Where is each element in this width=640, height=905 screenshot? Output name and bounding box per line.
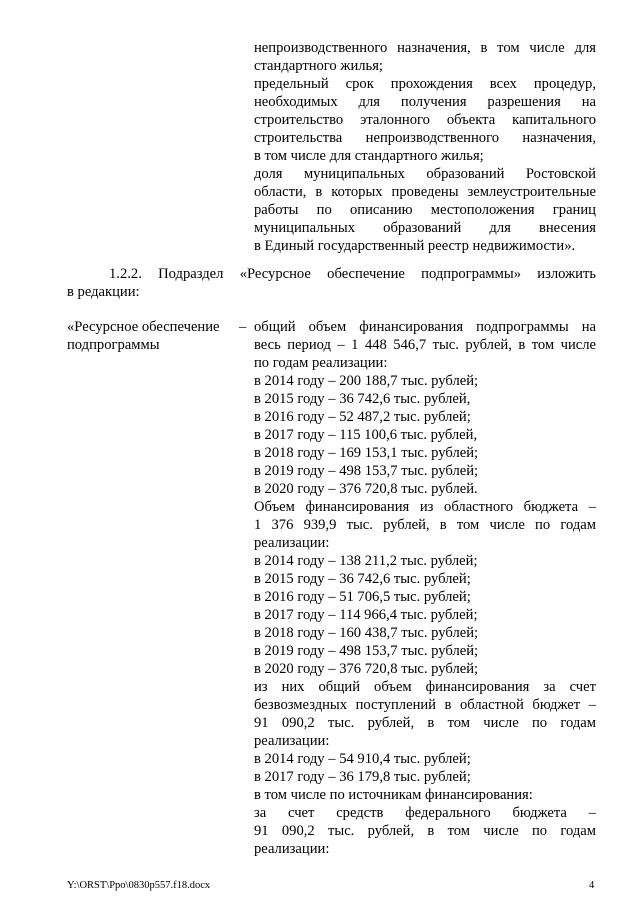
- funding-line: реализации:: [254, 733, 330, 749]
- resource-label: «Ресурсное обеспечение: [67, 319, 220, 335]
- top-line: в Единый государственный реестр недвижимости».: [254, 238, 576, 254]
- funding-line: в 2018 году – 169 153,1 тыс. рублей;: [254, 445, 479, 461]
- top-line: предельный срок прохождения всех процедур,: [254, 76, 596, 92]
- funding-line: в 2017 году – 114 966,4 тыс. рублей;: [254, 607, 478, 623]
- funding-line: в 2014 году – 200 188,7 тыс. рублей;: [254, 373, 479, 389]
- funding-line: в 2018 году – 160 438,7 тыс. рублей;: [254, 625, 479, 641]
- funding-line: в 2016 году – 51 706,5 тыс. рублей;: [254, 589, 471, 605]
- funding-line: безвозмездных поступлений в областной бюджет –: [254, 697, 596, 713]
- funding-line: в том числе по источникам финансирования:: [254, 787, 533, 803]
- funding-line: реализации:: [254, 841, 330, 857]
- top-line: строительство эталонного объекта капитального: [254, 112, 596, 128]
- funding-line: реализации:: [254, 535, 330, 551]
- top-line: муниципальных образований для внесения: [254, 220, 596, 236]
- funding-line: в 2017 году – 115 100,6 тыс. рублей,: [254, 427, 478, 443]
- funding-line: в 2015 году – 36 742,6 тыс. рублей,: [254, 391, 471, 407]
- label-dash: –: [239, 319, 247, 335]
- funding-line: из них общий объем финансирования за счет: [254, 679, 596, 695]
- funding-line: в 2019 году – 498 153,7 тыс. рублей;: [254, 643, 479, 659]
- funding-line: в 2014 году – 138 211,2 тыс. рублей;: [254, 553, 478, 569]
- funding-line: весь период – 1 448 546,7 тыс. рублей, в том числе: [254, 337, 596, 353]
- funding-line: в 2019 году – 498 153,7 тыс. рублей;: [254, 463, 479, 479]
- funding-line: за счет средств федерального бюджета –: [254, 805, 596, 821]
- top-line: непроизводственного назначения, в том числе для: [254, 40, 596, 56]
- funding-line: в 2015 году – 36 742,6 тыс. рублей;: [254, 571, 471, 587]
- funding-line: Объем финансирования из областного бюджета –: [254, 499, 596, 515]
- funding-line: в 2020 году – 376 720,8 тыс. рублей.: [254, 481, 478, 497]
- footer-file-path: Y:\ORST\Ppo\0830p557.f18.docx: [67, 880, 211, 891]
- paragraph-line: в редакции:: [67, 284, 140, 300]
- funding-line: в 2020 году – 376 720,8 тыс. рублей;: [254, 661, 479, 677]
- funding-line: в 2017 году – 36 179,8 тыс. рублей;: [254, 769, 471, 785]
- funding-line: 1 376 939,9 тыс. рублей, в том числе по годам: [254, 517, 596, 533]
- funding-line: общий объем финансирования подпрограммы на: [254, 319, 596, 335]
- page-number: 4: [589, 880, 595, 891]
- funding-line: по годам реализации:: [254, 355, 388, 371]
- funding-line: в 2016 году – 52 487,2 тыс. рублей;: [254, 409, 471, 425]
- paragraph-line: 1.2.2. Подраздел «Ресурсное обеспечение подпрограммы» изложить: [109, 266, 596, 282]
- top-line: в том числе для стандартного жилья;: [254, 148, 484, 164]
- top-line: области, в которых проведены землеустроительные: [254, 184, 596, 200]
- funding-line: в 2014 году – 54 910,4 тыс. рублей;: [254, 751, 471, 767]
- top-line: строительства непроизводственного назначения,: [254, 130, 596, 146]
- funding-line: 91 090,2 тыс. рублей, в том числе по годам: [254, 715, 596, 731]
- funding-line: 91 090,2 тыс. рублей, в том числе по годам: [254, 823, 596, 839]
- resource-label: подпрограммы: [67, 337, 160, 353]
- top-line: стандартного жилья;: [254, 58, 383, 74]
- top-line: работы по описанию местоположения границ: [254, 202, 596, 218]
- top-line: доля муниципальных образований Ростовской: [254, 166, 596, 182]
- top-line: необходимых для получения разрешения на: [254, 94, 596, 110]
